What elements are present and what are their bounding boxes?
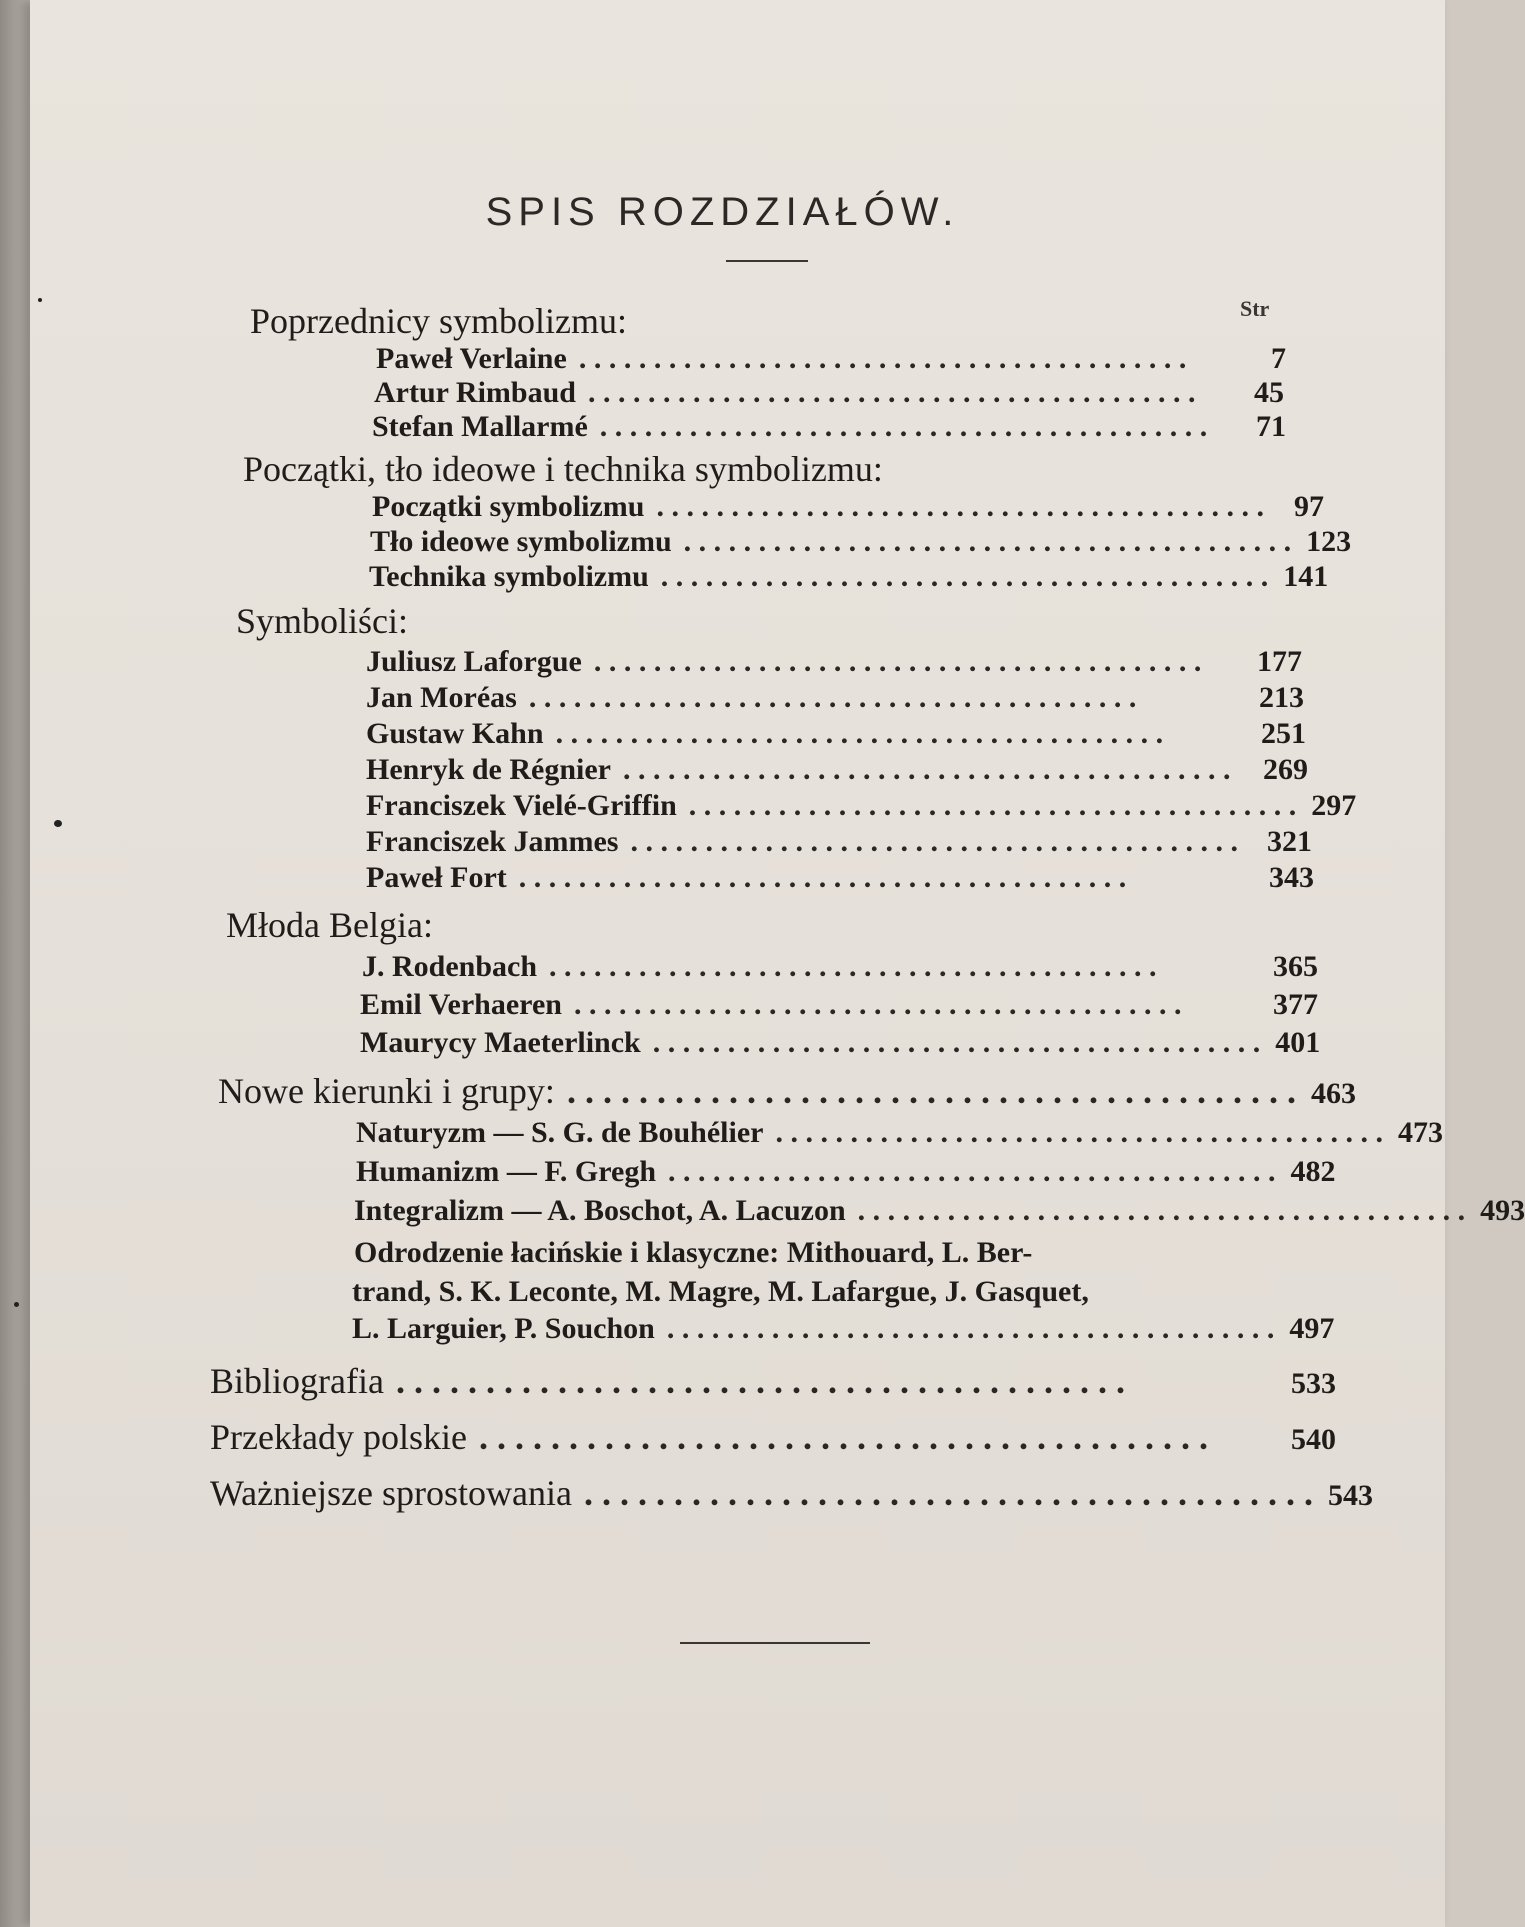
toc-entry: Stefan Mallarmé . . . . . . . . . . . . . . . . . . . . . . . . . . . . . . . . . . . . . . . . . 71: [372, 410, 1286, 443]
toc-entry-line: trand, S. K. Leconte, M. Magre, M. Lafargue, J. Gasquet,: [352, 1275, 1089, 1308]
toc-entry: Początki symbolizmu . . . . . . . . . . . . . . . . . . . . . . . . . . . . . . . . . . . . . . . . . 97: [372, 490, 1324, 523]
toc-entry: L. Larguier, P. Souchon . . . . . . . . . . . . . . . . . . . . . . . . . . . . . . . . . . . . . . . . . 497: [352, 1312, 1335, 1345]
section-heading: Symboliści:: [236, 601, 409, 641]
toc-entry: Humanizm — F. Gregh . . . . . . . . . . . . . . . . . . . . . . . . . . . . . . . . . . . . . . . . . 482: [356, 1155, 1336, 1188]
toc-entry: Tło ideowe symbolizmu . . . . . . . . . . . . . . . . . . . . . . . . . . . . . . . . . . . . . . . . . 123: [370, 525, 1352, 558]
toc-entry: J. Rodenbach . . . . . . . . . . . . . . . . . . . . . . . . . . . . . . . . . . . . . . . . . 365: [362, 950, 1318, 983]
section-heading: Początki, tło ideowe i technika symbolizmu:: [243, 449, 883, 489]
toc-entry-major: Bibliografia . . . . . . . . . . . . . . . . . . . . . . . . . . . . . . . . . . . . . . . . . 533: [210, 1361, 1336, 1401]
toc-entry: Maurycy Maeterlinck . . . . . . . . . . . . . . . . . . . . . . . . . . . . . . . . . . . . . . . . . 401: [360, 1026, 1321, 1059]
toc-entry: Paweł Fort . . . . . . . . . . . . . . . . . . . . . . . . . . . . . . . . . . . . . . . . . 343: [366, 861, 1314, 894]
paper-speck: [14, 1302, 19, 1307]
section-heading: Poprzednicy symbolizmu:: [250, 301, 627, 341]
toc-entry: Naturyzm — S. G. de Bouhélier . . . . . . . . . . . . . . . . . . . . . . . . . . . . . . . . . . . . . . . . . 473: [356, 1116, 1443, 1149]
toc-entry: Gustaw Kahn . . . . . . . . . . . . . . . . . . . . . . . . . . . . . . . . . . . . . . . . . 251: [366, 717, 1306, 750]
page-column-header: Str: [1240, 296, 1270, 321]
paper-speck: [38, 298, 42, 302]
toc-entry-major: Przekłady polskie . . . . . . . . . . . . . . . . . . . . . . . . . . . . . . . . . . . . . . . . . 540: [210, 1417, 1336, 1457]
toc-entry-major: Ważniejsze sprostowania . . . . . . . . . . . . . . . . . . . . . . . . . . . . . . . . . . . . . . . . . 543: [210, 1473, 1373, 1513]
toc-entry: Technika symbolizmu . . . . . . . . . . . . . . . . . . . . . . . . . . . . . . . . . . . . . . . . . 141: [369, 560, 1329, 593]
toc-entry: Franciszek Jammes . . . . . . . . . . . . . . . . . . . . . . . . . . . . . . . . . . . . . . . . . 321: [366, 825, 1312, 858]
toc-entry: Artur Rimbaud . . . . . . . . . . . . . . . . . . . . . . . . . . . . . . . . . . . . . . . . . 45: [374, 376, 1284, 409]
paper-speck: [54, 820, 62, 827]
section-heading: Nowe kierunki i grupy: . . . . . . . . . . . . . . . . . . . . . . . . . . . . . . . . . . . . . . . . . 463: [218, 1071, 1356, 1111]
toc-entry: Emil Verhaeren . . . . . . . . . . . . . . . . . . . . . . . . . . . . . . . . . . . . . . . . . 377: [360, 988, 1318, 1021]
closing-rule: [680, 1642, 870, 1644]
toc-entry: Franciszek Vielé-Griffin . . . . . . . . . . . . . . . . . . . . . . . . . . . . . . . . . . . . . . . . . 297: [366, 789, 1357, 822]
page-title: SPIS ROZDZIAŁÓW.: [485, 190, 960, 234]
toc-entry: Henryk de Régnier . . . . . . . . . . . . . . . . . . . . . . . . . . . . . . . . . . . . . . . . . 269: [366, 753, 1308, 786]
section-heading: Młoda Belgia:: [226, 905, 433, 945]
toc-entry: Juliusz Laforgue . . . . . . . . . . . . . . . . . . . . . . . . . . . . . . . . . . . . . . . . . 177: [366, 645, 1302, 678]
toc-entry: Jan Moréas . . . . . . . . . . . . . . . . . . . . . . . . . . . . . . . . . . . . . . . . . 213: [366, 681, 1304, 714]
toc-entry: Paweł Verlaine . . . . . . . . . . . . . . . . . . . . . . . . . . . . . . . . . . . . . . . . . 7: [376, 342, 1286, 375]
toc-entry: Integralizm — A. Boschot, A. Lacuzon . . . . . . . . . . . . . . . . . . . . . . . . . . . . . . . . . . . . . . . . . 493: [354, 1194, 1525, 1227]
toc-entry-line: Odrodzenie łacińskie i klasyczne: Mithouard, L. Ber-: [354, 1236, 1033, 1269]
